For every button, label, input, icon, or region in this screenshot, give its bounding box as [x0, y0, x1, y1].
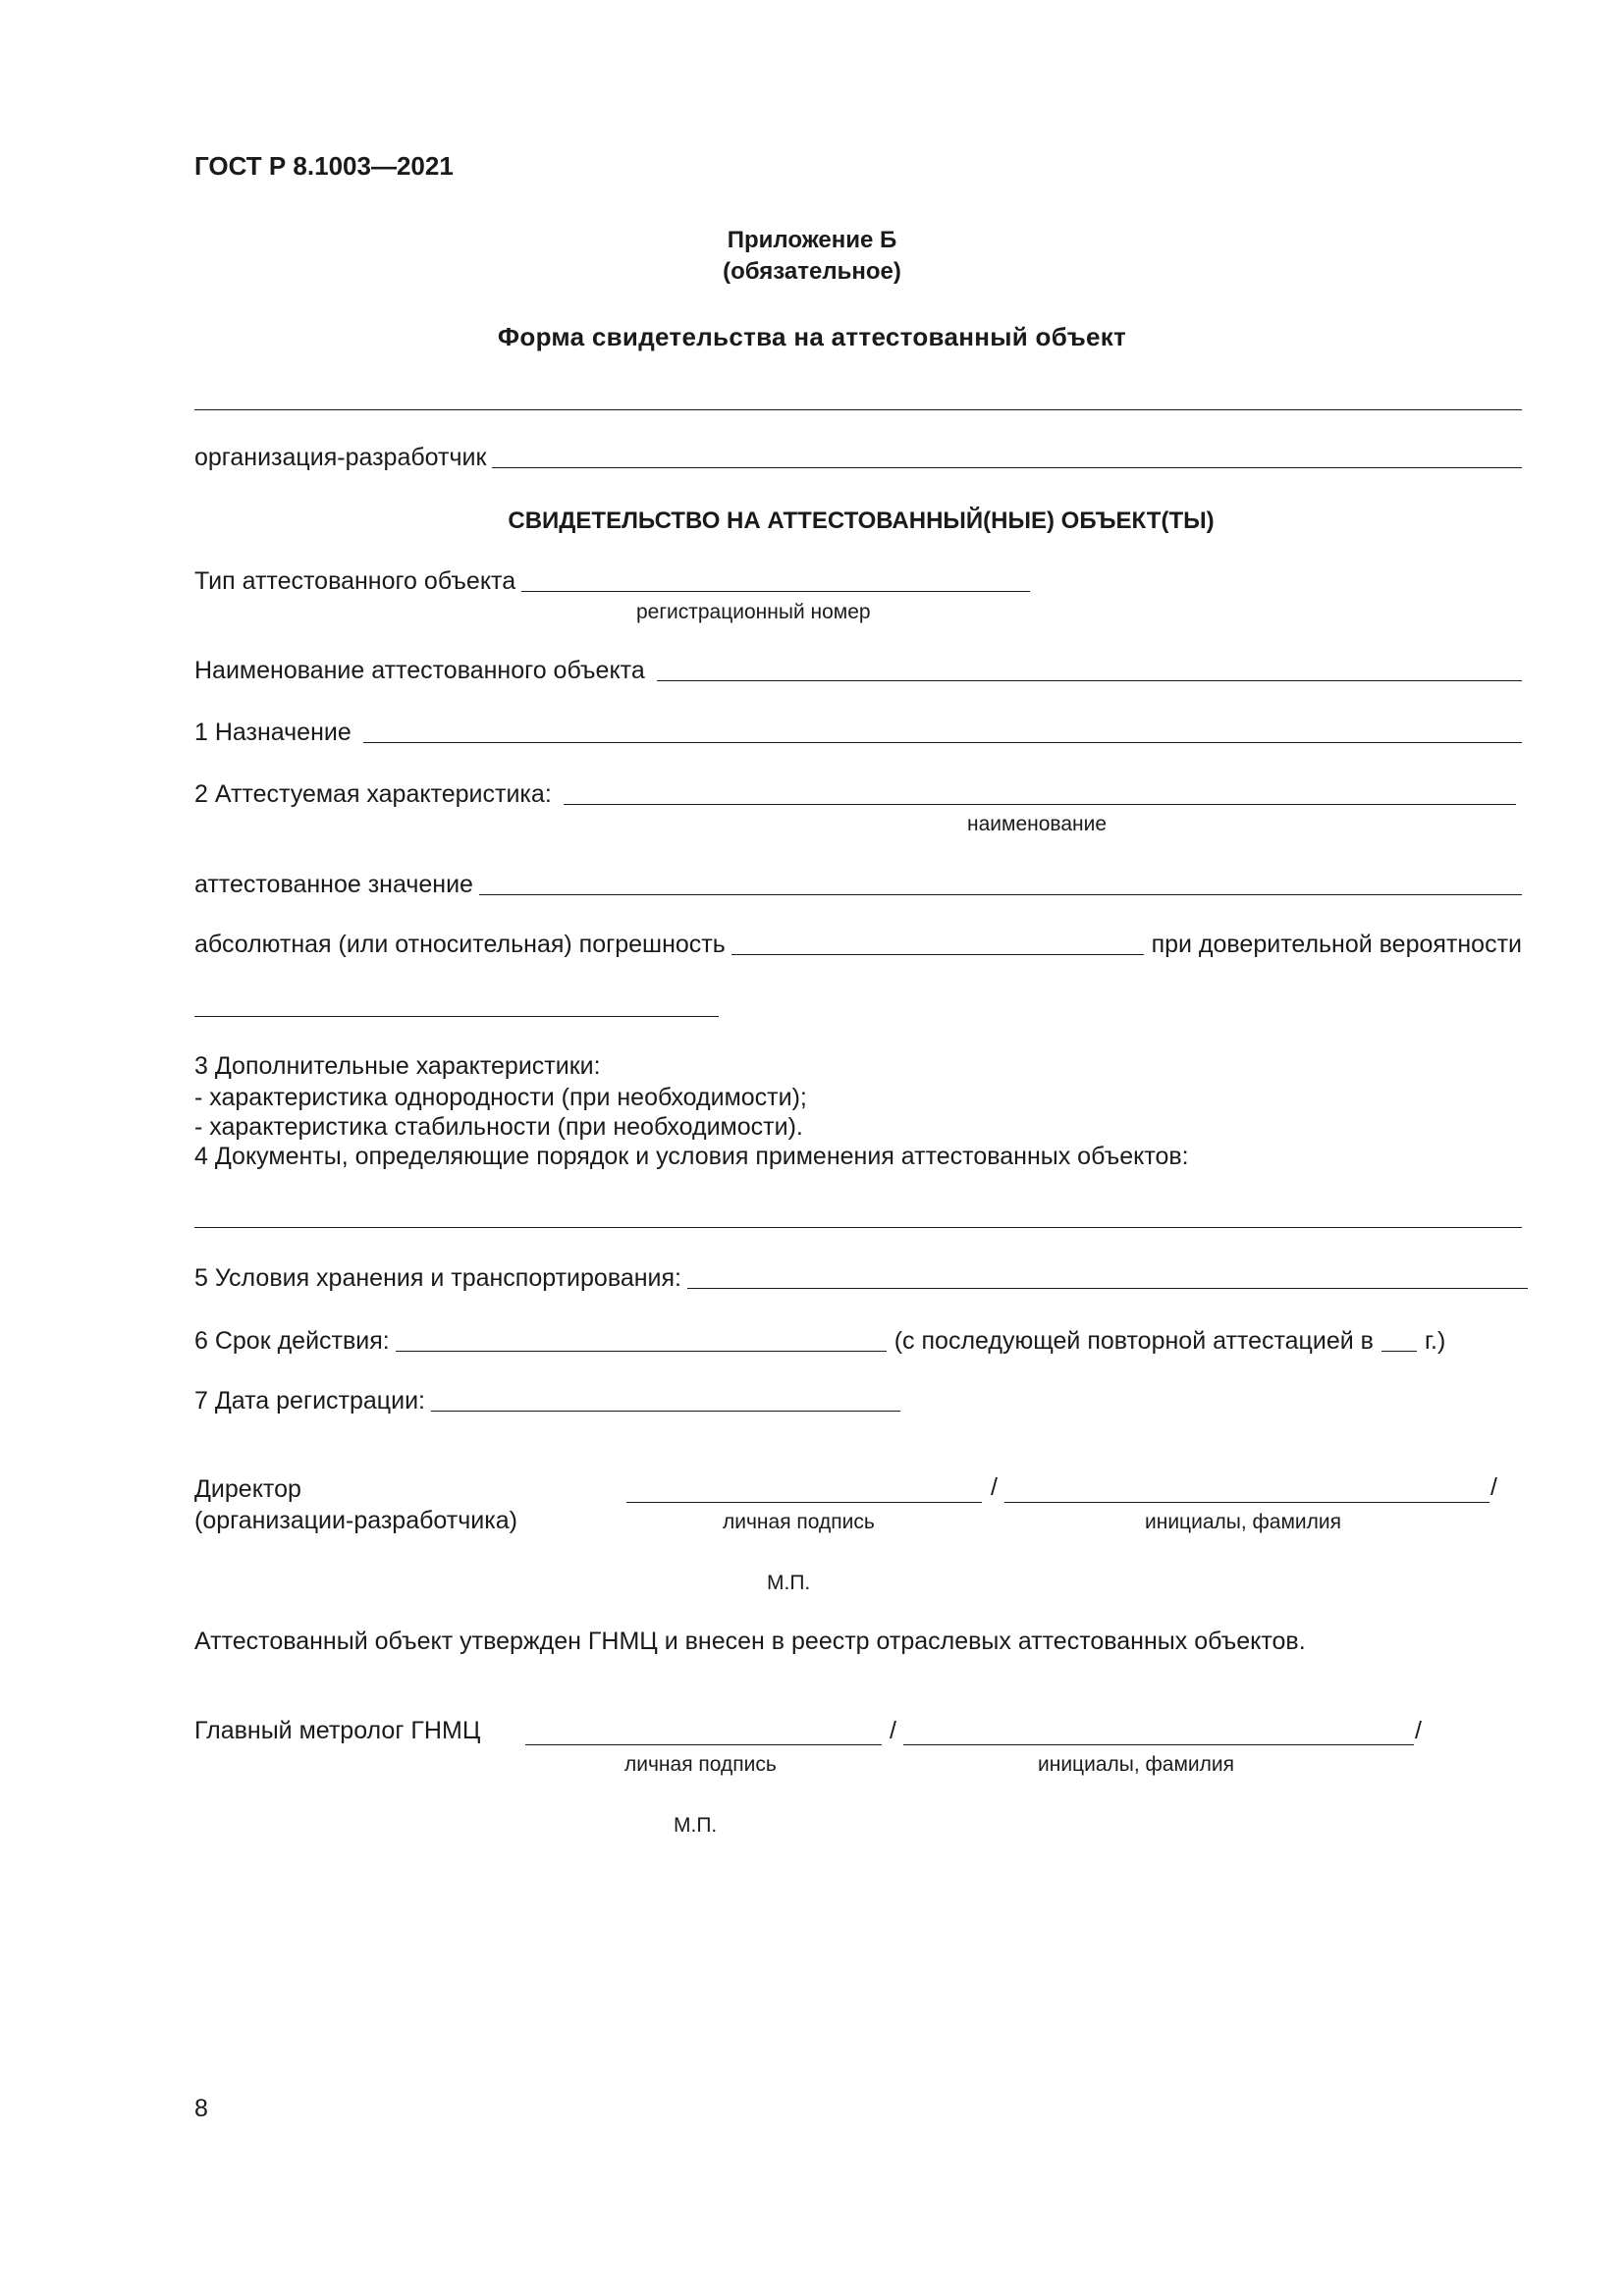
- validity-suffix-end: г.): [1424, 1327, 1446, 1355]
- characteristic-row: [194, 782, 1516, 807]
- director-organization-label: (организации-разработчика): [194, 1507, 517, 1534]
- metrologist-label: Главный метролог ГНМЦ: [194, 1717, 481, 1744]
- validity-field[interactable]: [396, 1351, 887, 1352]
- purpose-label: 1 Назначение: [194, 719, 352, 746]
- director-slash: /: [991, 1473, 998, 1501]
- metrologist-signature-field[interactable]: [525, 1744, 882, 1745]
- additional-line-4: 4 Документы, определяющие порядок и условия применения аттестованных объектов:: [194, 1143, 1189, 1170]
- type-field[interactable]: [521, 591, 1030, 592]
- director-slash-end: /: [1490, 1473, 1497, 1501]
- type-hint: регистрационный номер: [636, 601, 871, 623]
- name-field[interactable]: [657, 680, 1522, 681]
- appendix-status: (обязательное): [723, 258, 901, 285]
- appendix-title: Приложение Б: [727, 227, 897, 253]
- purpose-row: [194, 721, 1522, 745]
- storage-row: [194, 1266, 1528, 1291]
- additional-line-2: - характеристика однородности (при необходимости);: [194, 1084, 807, 1111]
- value-label: аттестованное значение: [194, 871, 473, 898]
- metrologist-slash: /: [890, 1717, 896, 1744]
- name-label: Наименование аттестованного объекта: [194, 657, 645, 684]
- director-label: Директор: [194, 1475, 301, 1503]
- confidence-field[interactable]: [194, 1016, 719, 1017]
- organization-blank-line[interactable]: [194, 409, 1522, 410]
- director-seal: М.П.: [767, 1572, 811, 1594]
- additional-line-3: - характеристика стабильности (при необходимости).: [194, 1113, 803, 1141]
- metrologist-name-hint: инициалы, фамилия: [1038, 1753, 1234, 1776]
- registration-label: 7 Дата регистрации:: [194, 1387, 425, 1415]
- characteristic-label: 2 Аттестуемая характеристика:: [194, 780, 552, 808]
- metrologist-seal: М.П.: [674, 1814, 718, 1837]
- metrologist-name-field[interactable]: [903, 1744, 1414, 1745]
- developer-row: [194, 446, 1522, 470]
- certificate-title: СВИДЕТЕЛЬСТВО НА АТТЕСТОВАННЫЙ(НЫЕ) ОБЪЕКТ(ТЫ): [508, 507, 1215, 534]
- director-signature-hint: личная подпись: [723, 1511, 875, 1533]
- value-field[interactable]: [479, 894, 1522, 895]
- purpose-field[interactable]: [363, 742, 1522, 743]
- error-label: абсолютная (или относительная) погрешность: [194, 931, 726, 958]
- characteristic-field[interactable]: [564, 804, 1516, 805]
- developer-field[interactable]: [492, 467, 1522, 468]
- type-row: [194, 569, 1030, 594]
- validity-label: 6 Срок действия:: [194, 1327, 390, 1355]
- storage-field[interactable]: [687, 1288, 1528, 1289]
- registration-row: [194, 1389, 900, 1414]
- storage-label: 5 Условия хранения и транспортирования:: [194, 1264, 681, 1292]
- validity-row: [194, 1329, 1445, 1354]
- standard-header: ГОСТ Р 8.1003—2021: [194, 151, 454, 181]
- name-row: [194, 659, 1522, 683]
- additional-line-1: 3 Дополнительные характеристики:: [194, 1052, 601, 1080]
- metrologist-slash-end: /: [1415, 1717, 1422, 1744]
- value-row: [194, 873, 1522, 897]
- registration-field[interactable]: [431, 1411, 900, 1412]
- characteristic-hint: наименование: [967, 813, 1108, 835]
- validity-suffix: (с последующей повторной аттестацией в: [893, 1327, 1374, 1355]
- director-name-field[interactable]: [1004, 1502, 1489, 1503]
- page-number: 8: [194, 2095, 208, 2122]
- error-row: [194, 933, 1522, 957]
- form-title: Форма свидетельства на аттестованный объект: [497, 322, 1127, 351]
- approval-text: Аттестованный объект утвержден ГНМЦ и внесен в реестр отраслевых аттестованных объектов.: [194, 1628, 1306, 1655]
- reattestation-year-field[interactable]: [1381, 1351, 1417, 1352]
- developer-label: организация-разработчик: [194, 444, 487, 471]
- director-signature-field[interactable]: [626, 1502, 982, 1503]
- metrologist-signature-hint: личная подпись: [624, 1753, 777, 1776]
- director-name-hint: инициалы, фамилия: [1145, 1511, 1341, 1533]
- error-field[interactable]: [731, 954, 1144, 955]
- type-label: Тип аттестованного объекта: [194, 567, 516, 595]
- documents-field[interactable]: [194, 1227, 1522, 1228]
- confidence-label: при доверительной вероятности: [1151, 931, 1522, 958]
